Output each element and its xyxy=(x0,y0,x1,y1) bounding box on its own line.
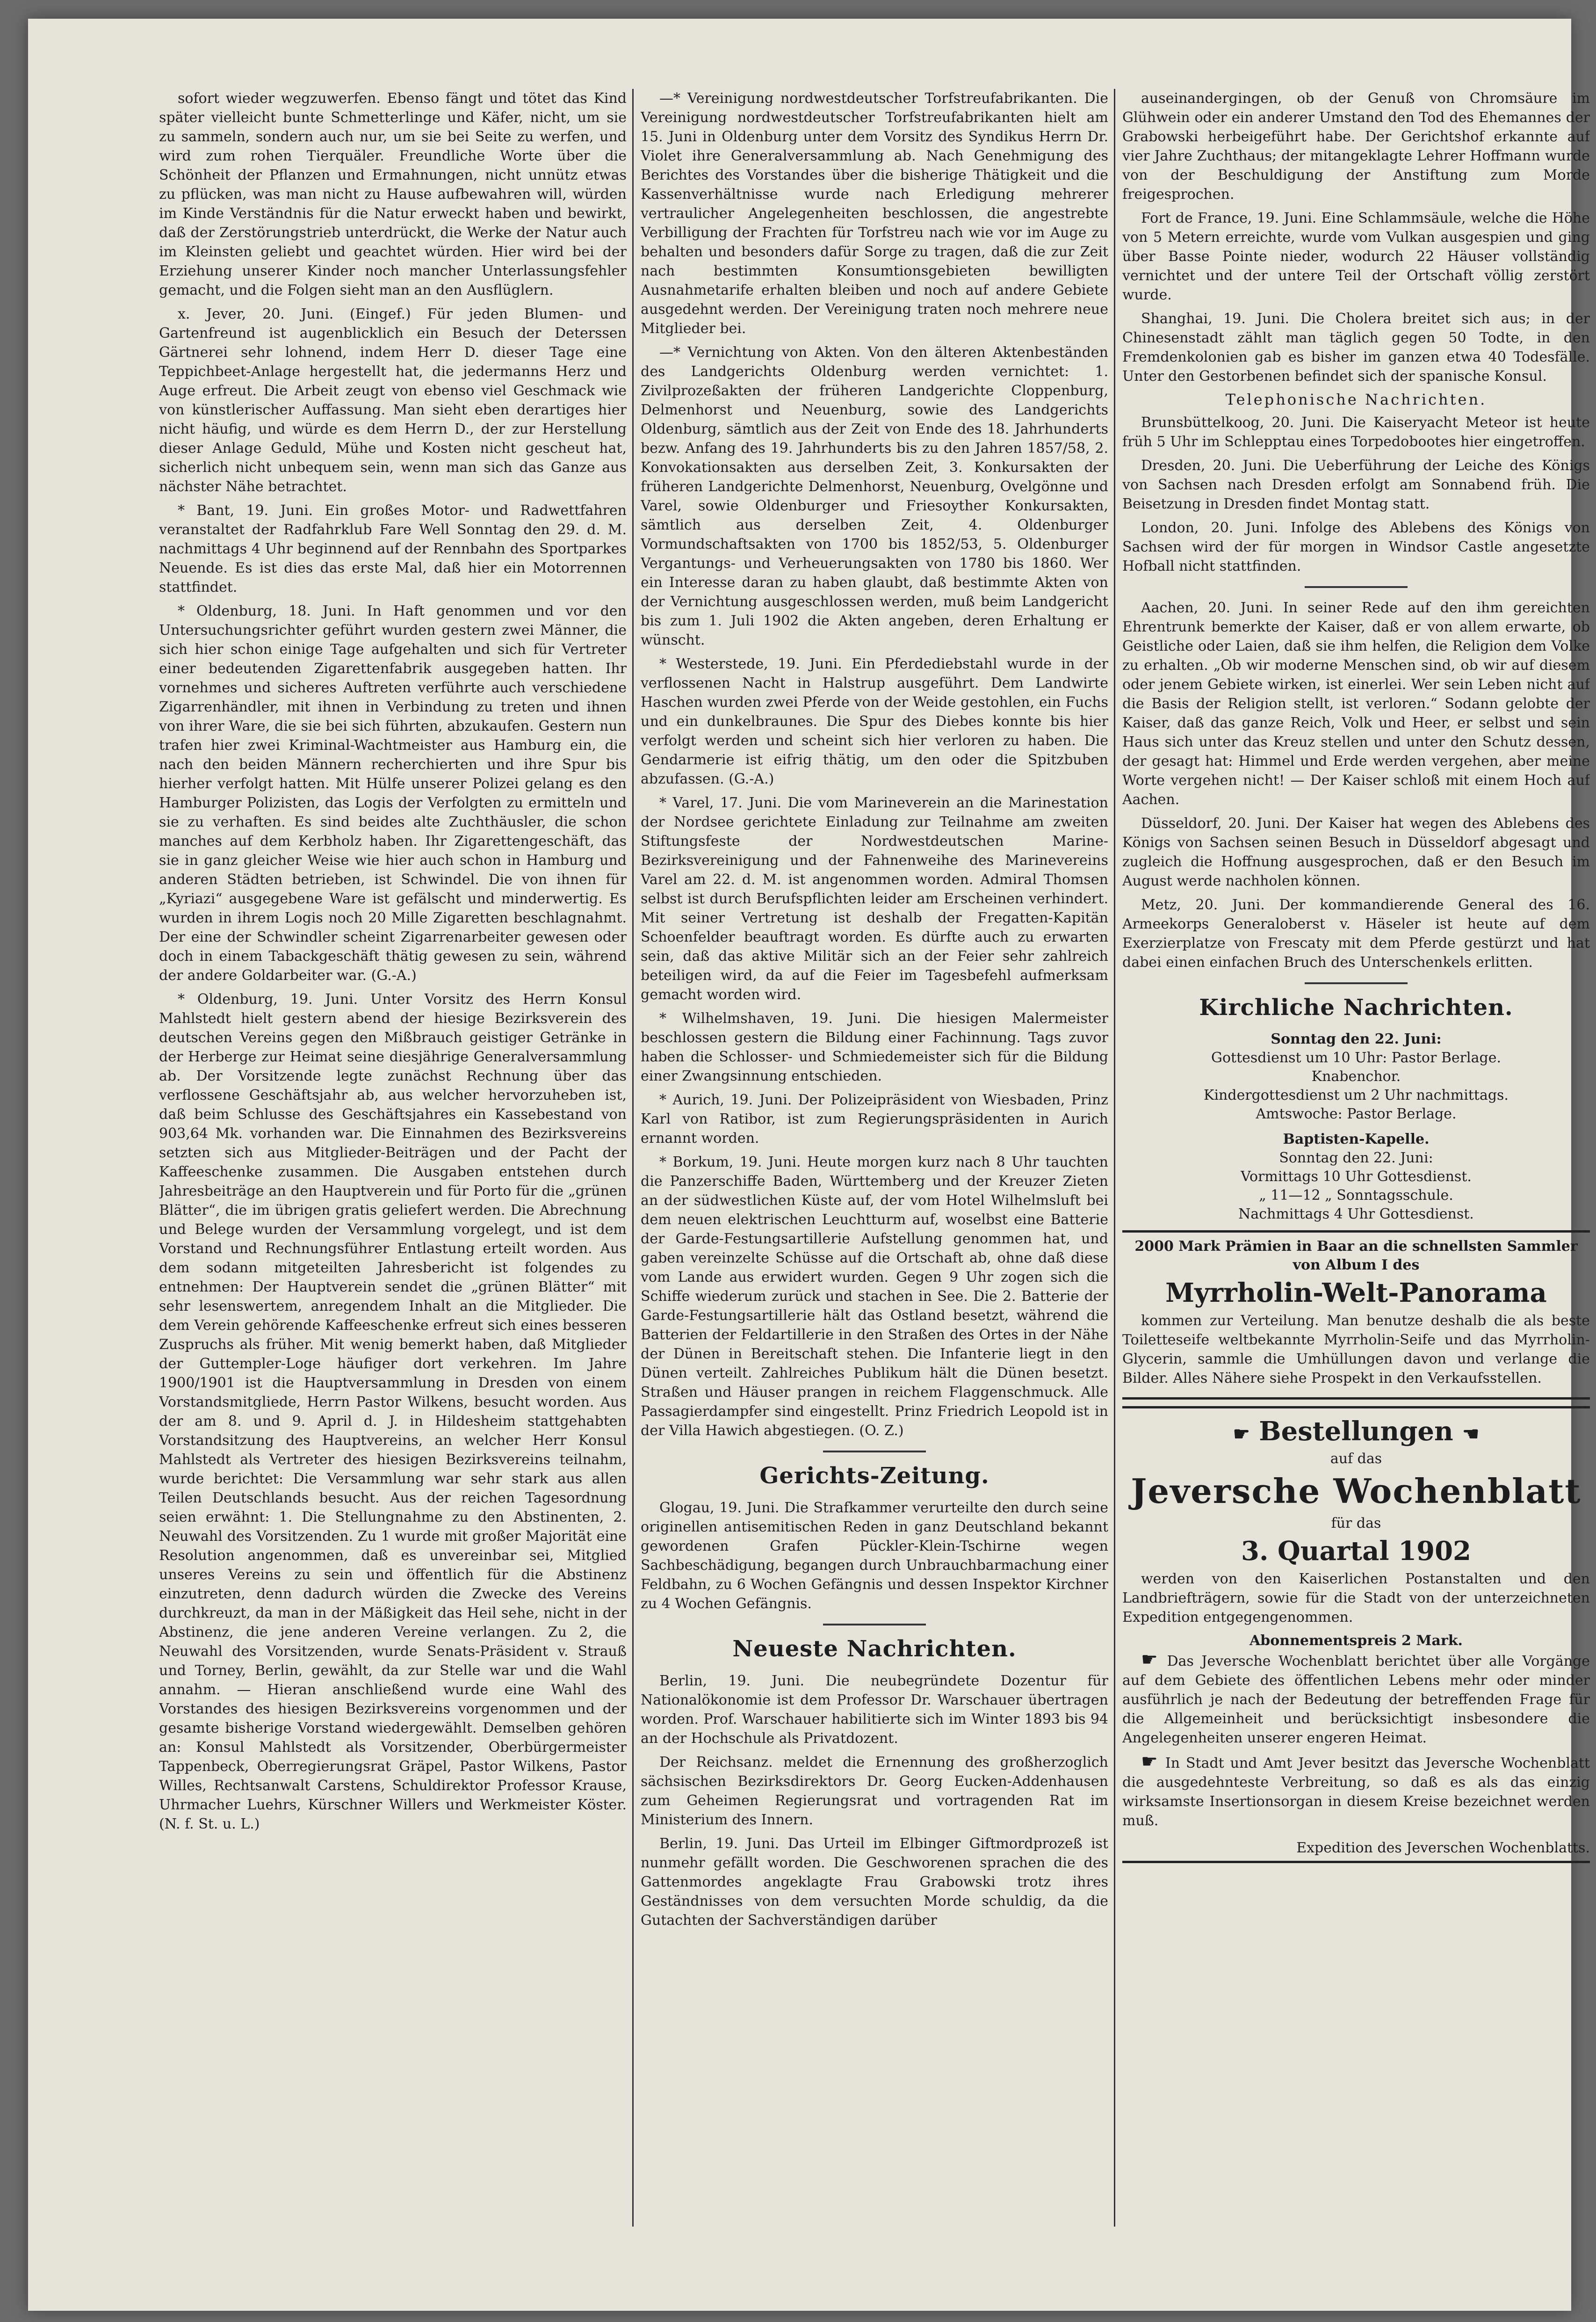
column-rule xyxy=(1114,89,1115,2227)
baptist-line: Nachmittags 4 Uhr Gottesdienst. xyxy=(1238,1206,1474,1222)
advert-body-text: Das Jeversche Wochenblatt berichtet über alle Vorgänge auf dem Gebiete des öffentlichen Lebens mehr oder minder ausführlich je nach der Bedeutung der betreffenden Frage für die Allgemeinheit und berücksichtigt insbesondere die Angelegenheiten unserer engeren Heimat. xyxy=(1122,1653,1590,1746)
article: * Westerstede, 19. Juni. Ein Pferdediebstahl wurde in der verflossenen Nacht in Halstrup ausgeführt. Dem Landwirte Haschen wurden zwei Pferde von der Weide gestohlen, ein Fuchs und ein dunkelbraunes. Die Spur des Diebes konnte bis hier verfolgt werden und scheint sich hier verloren zu haben. Die Gendarmerie ist eifrig thätig, um den oder die Spitzbuben abzufassen. (G.-A.) xyxy=(641,656,1108,787)
article: Düsseldorf, 20. Juni. Der Kaiser hat wegen des Ablebens des Königs von Sachsen seinen Besuch in Düsseldorf abgesagt und zugleich die Hoffnung ausgesprochen, daß er den Besuch im August werde nachholen können. xyxy=(1122,815,1590,889)
quarter-title: 3. Quartal 1902 xyxy=(1241,1536,1472,1567)
column-right xyxy=(1122,89,1590,2227)
pointing-hand-icon: ☛ xyxy=(1141,1649,1167,1670)
advert-line: für das xyxy=(1331,1515,1381,1531)
church-line: Amtswoche: Pastor Berlage. xyxy=(1256,1106,1457,1122)
article: Berlin, 19. Juni. Das Urteil im Elbinger Giftmordprozeß ist nunmehr gefällt worden. Die Geschworenen sprachen die des Gattenmordes angeklagte Frau Grabowski trotz ihres Geständnisses von dem versuchten Morde schuldig, da die Gutachten der Sachverständigen darüber xyxy=(641,1836,1108,1929)
pointing-hand-icon: ☛ xyxy=(1233,1423,1250,1445)
baptist-heading: Baptisten-Kapelle. xyxy=(1283,1131,1430,1147)
column-rule xyxy=(632,89,634,2227)
advert-heading xyxy=(1122,1416,1590,1447)
article: sofort wieder wegzuwerfen. Ebenso fängt und tötet das Kind später vielleicht bunte Schmetterlinge und Käfer, nicht, um sie zu sammeln, sondern auch nur, um sie bei Seite zu werfen, und wird zum rohen Tierquäler. Freundliche Worte über die Schönheit der Pflanzen und Ermahnungen, nicht unnütz etwas zu pflücken, was man nicht zu Hause aufbewahren will, würden im Kinde Verständnis für die Natur erweckt haben und bewirkt, daß der Zerstörungstrieb unterdrückt, die Werke der Natur auch im Kleinsten geliebt und geachtet würden. Hier wird bei der Erziehung unserer Kinder noch mancher Unterlassungsfehler gemacht, und die Folgen sieht man an den Ausflüglern. xyxy=(159,90,627,298)
section-heading-neueste: Neueste Nachrichten. xyxy=(732,1636,1017,1662)
article: Metz, 20. Juni. Der kommandierende General des 16. Armeekorps Generaloberst v. Häseler ist heute auf dem Exerzierplatze von Frescaty mit dem Pferde gestürzt und hat dabei einen einfachen Bruch des Unterschenkels erlitten. xyxy=(1122,897,1590,971)
masthead-title: Jeversche Wochenblatt xyxy=(1131,1471,1582,1511)
advert-signature: Expedition des Jeverschen Wochenblatts. xyxy=(1296,1840,1590,1856)
advert-line: auf das xyxy=(1330,1451,1382,1467)
article: * Borkum, 19. Juni. Heute morgen kurz nach 8 Uhr tauchten die Panzerschiffe Baden, Württemberg und der Kreuzer Zieten an der südwestlichen Küste auf, der vom Hotel Wilhelmsluft bei dem neuen elektrischen Leuchtturm auf, woselbst eine Batterie der Garde-Festungsartillerie Aufstellung genommen hat, und gaben vereinzelte Schüsse auf die Ortschaft ab, ohne daß diese vom Lande aus erwidert wurden. Gegen 9 Uhr zogen sich die Schiffe wiederum zurück und stachen in See. Die 2. Batterie der Garde-Festungsartillerie hält das Ostland besetzt, während die Batterien der Feldartillerie in den Straßen des Ortes in der Nähe der Dünen in Bereitschaft stehen. Die Infanterie liegt in den Dünen verteilt. Zahlreiches Publikum hält die Dünen besetzt. Straßen und Häuser prangen in reichem Flaggenschmuck. Alle Passagierdampfer sind eingestellt. Prinz Friedrich Leopold ist in der Villa Hawich abgestiegen. (O. Z.) xyxy=(641,1154,1108,1439)
column-middle xyxy=(641,89,1108,2227)
article: —* Vernichtung von Akten. Von den älteren Aktenbeständen des Landgerichts Oldenburg werden vernichtet: 1. Zivilprozeßakten der früheren Landgerichte Cloppenburg, Delmenhorst und Neuenburg, sowie des Landgerichts Oldenburg, sämtlich aus der Zeit von Ende des 18. Jahrhunderts bezw. Anfang des 19. Jahrhunderts bis zu den Jahren 1857/58, 2. Konvokationsakten aus derselben Zeit, 3. Konkursakten der früheren Landgerichte Delmenhorst, Neuenburg, Ovelgönne und Varel, sowie Oldenburger und Friesoyther Konkursakten, sämtlich aus derselben Zeit, 4. Oldenburger Vormundschaftsakten von 1700 bis 1852/53, 5. Oldenburger Vergantungs- und Verheuerungsakten von 1780 bis 1860. Wer ein Interesse daran zu haben glaubt, daß bestimmte Akten von der Vernichtung ausgeschlossen werden, muß beim Landgericht bis zum 1. Juli 1902 die Akten angeben, deren Erhaltung er wünscht. xyxy=(641,344,1108,648)
advert-myrrholin xyxy=(1122,1230,1590,1400)
advert-body: kommen zur Verteilung. Man benutze deshalb die als beste Toiletteseife weltbekannte Myrrholin-Seife und das Myrrholin-Glycerin, sammle die Umhüllungen davon und verlange die Bilder. Alles Nähere siehe Prospekt in den Verkaufsstellen. xyxy=(1122,1313,1590,1386)
section-heading-kirchlich: Kirchliche Nachrichten. xyxy=(1199,994,1513,1021)
article: Brunsbüttelkoog, 20. Juni. Die Kaiseryacht Meteor ist heute früh 5 Uhr im Schlepptau eines Torpedobootes hier eingetroffen. xyxy=(1122,414,1590,450)
baptist-line: Vormittags 10 Uhr Gottesdienst. xyxy=(1241,1168,1472,1185)
newspaper-page xyxy=(28,19,1590,2311)
advert-body xyxy=(1122,1752,1590,1830)
divider xyxy=(1305,982,1408,984)
divider xyxy=(823,1451,926,1452)
baptist-line: „ 11—12 „ Sonntagsschule. xyxy=(1259,1187,1453,1204)
pointing-hand-icon: ☚ xyxy=(1462,1423,1480,1445)
article: Berlin, 19. Juni. Die neubegründete Dozentur für Nationalökonomie ist dem Professor Dr. Warschauer übertragen worden. Prof. Warschauer habilitierte sich im Winter 1893 bis 94 an der Hochschule als Privatdozent. xyxy=(641,1673,1108,1747)
article: auseinandergingen, ob der Genuß von Chromsäure im Glühwein oder ein anderer Umstand den Tod des Ehemannes der Grabowski herbeigeführt habe. Der Gerichtshof erkannte auf vier Jahre Zuchthaus; der mitangeklagte Lehrer Hoffmann wurde von der Beschuldigung der Anstiftung zum Morde freigesprochen. xyxy=(1122,90,1590,203)
section-heading-telephon: Telephonische Nachrichten. xyxy=(1225,391,1487,408)
advert-body-text: In Stadt und Amt Jever besitzt das Jeversche Wochenblatt die ausgedehnteste Verbreitung, so daß es als das einzig wirksamste Insertionsorgan in diesem Kreise bezeichnet werden muß. xyxy=(1122,1755,1590,1829)
advert-heading-text: Bestellungen xyxy=(1259,1416,1453,1447)
pointing-hand-icon: ☛ xyxy=(1141,1751,1165,1772)
church-line: Gottesdienst um 10 Uhr: Pastor Berlage. xyxy=(1211,1050,1501,1066)
divider xyxy=(1305,586,1408,588)
church-line: Knabenchor. xyxy=(1311,1068,1401,1085)
section-heading-gerichts: Gerichts-Zeitung. xyxy=(759,1463,989,1489)
baptist-line: Sonntag den 22. Juni: xyxy=(1279,1150,1433,1166)
church-line: Sonntag den 22. Juni: xyxy=(1271,1031,1442,1047)
church-line: Kindergottesdienst um 2 Uhr nachmittags. xyxy=(1204,1087,1509,1103)
article: Dresden, 20. Juni. Die Ueberführung der Leiche des Königs von Sachsen nach Dresden erfolgt am Sonnabend früh. Die Beisetzung in Dresden findet Montag statt. xyxy=(1122,457,1590,512)
article: * Oldenburg, 18. Juni. In Haft genommen und vor den Untersuchungsrichter geführt wurden gestern zwei Männer, die sich hier schon einige Tage aufgehalten und sich für Vertreter einer bedeutenden Zigarettenfabrik ausgegeben hatten. Ihr vornehmes und sicheres Auftreten verführte auch verschiedene Zigarrenhändler, mit ihnen in Verbindung zu treten und ihnen von ihrer Ware, die sie bei sich führten, abzukaufen. Gestern nun trafen hier zwei Kriminal-Wachtmeister aus Hamburg ein, die nach den beiden Männern recherchierten und ihre Spur bis hierher verfolgt hatten. Mit Hülfe unserer Polizei gelang es den Hamburger Polizisten, das Logis der Verfolgten zu ermitteln und sie zu verhaften. Es sind beides alte Zuchthäusler, die schon manches auf dem Kerbholz haben. Ihr Zigarettengeschäft, das sie in ganz gleicher Weise wie hier auch schon in Hamburg und anderen Städten betrieben, ist Schwindel. Die von ihnen für „Kyriazi“ ausgegebene Ware ist gefälscht und minderwertig. Es wurden in ihrem Logis noch 20 Mille Zigaretten beschlagnahmt. Der eine der Schwindler scheint Zigarrenarbeiter gewesen oder doch in einem Tabackgeschäft thätig gewesen zu sein, während der andere Goldarbeiter war. (G.-A.) xyxy=(159,603,627,984)
article: Aachen, 20. Juni. In seiner Rede auf den ihm gereichten Ehrentrunk bemerkte der Kaiser, daß er von allem erwarte, ob Geistliche oder Laien, daß sie ihm helfen, die Religion dem Volke zu erhalten. „Ob wir moderne Menschen sind, ob wir auf diesem oder jenem Gebiete wirken, ist einerlei. Wer sein Leben nicht auf die Basis der Religion stellt, ist verloren.“ Sodann gelobte der Kaiser, daß das ganze Reich, Volk und Heer, er selbst und sein Haus sich unter das Kreuz stellen und unter den Schutz dessen, der gesagt hat: Himmel und Erde werden vergehen, aber meine Worte vergehen nicht! — Der Kaiser schloß mit einem Hoch auf Aachen. xyxy=(1122,600,1590,808)
advert-bestellungen xyxy=(1122,1406,1590,1863)
article: Shanghai, 19. Juni. Die Cholera breitet sich aus; in der Chinesenstadt zählt man täglich gegen 50 Todte, in den Fremdenkolonien gab es bisher im ganzen etwa 40 Todesfälle. Unter den Gestorbenen befindet sich der spanische Konsul. xyxy=(1122,311,1590,385)
article: x. Jever, 20. Juni. (Eingef.) Für jeden Blumen- und Gartenfreund ist augenblicklich ein Besuch der Deterssen Gärtnerei sehr lohnend, indem Herr D. dieser Tage eine Teppichbeet-Anlage hergestellt hat, die jedermanns Herz und Auge erfreut. Die Arbeit zeugt von ebenso viel Geschmack wie von künstlerischer Auffassung. Man sieht eben derartiges hier nicht häufig, und würde es dem Herrn D., der zur Herstellung dieser Anlage Geduld, Mühe und Kosten nicht gescheut hat, sicherlich nicht unbequem sein, wenn man sich das Ganze aus nächster Nähe betrachtet. xyxy=(159,306,627,495)
article: Der Reichsanz. meldet die Ernennung des großherzoglich sächsischen Bezirksdirektors Dr. Georg Eucken-Addenhausen zum Geheimen Regierungsrat und vortragenden Rat im Ministerium des Innern. xyxy=(641,1754,1108,1828)
article: * Oldenburg, 19. Juni. Unter Vorsitz des Herrn Konsul Mahlstedt hielt gestern abend der hiesige Bezirksverein des deutschen Vereins gegen den Mißbrauch geistiger Getränke in der Herberge zur Heimat seine diesjährige Generalversammlung ab. Der Vorsitzende legte zunächst Rechnung über das verflossene Geschäftsjahr ab, aus welcher hervorzuheben ist, daß beim Schlusse des Geschäftsjahres ein Kassebestand von 903,64 Mk. vorhanden war. Die Einnahmen des Bezirksvereins setzten sich aus Mitglieder-Beiträgen und der Pacht der Kaffeeschenke zusammen. Die Ausgaben entstehen durch Jahresbeiträge an den Hauptverein und für Porto für die „grünen Blätter“, die im übrigen gratis geliefert werden. Die Abrechnung und Belege wurden der Versammlung vorgelegt, und ist dem Vorstand und Rechnungsführer Entlastung erteilt worden. Aus dem sodann mitgeteilten Jahresbericht ist folgendes zu entnehmen: Der Hauptverein sendet die „grünen Blätter“ mit sehr lesenswertem, anregendem Inhalt an die Mitglieder. Die dem Verein gehörende Kaffeeschenke erfreut sich eines besseren Zuspruchs als früher. Mit wenig bemerkt haben, daß Mitglieder der Guttempler-Loge häufiger dort verkehren. Im Jahre 1900/1901 ist die Hauptversammlung in Dresden von einem Vorstandsmitgliede, Herrn Pastor Wilkens, besucht worden. Aus der am 8. und 9. April d. J. in Hildesheim stattgehabten Vorstandsitzung des Hauptvereins, an welcher Herr Konsul Mahlstedt als Vertreter des hiesigen Bezirksvereins teilnahm, wurde berichtet: Die Versammlung war sehr stark aus allen Teilen Deutschlands besucht. Aus der reichen Tagesordnung seien erwähnt: 1. Die Stellungnahme zu den Abstinenten, 2. Neuwahl des Vorsitzenden. Zu 1 wurde mit großer Majorität eine Resolution angenommen, daß es unvereinbar sei, Mitglied unseres Vereins zu sein und öffentlich für die Abstinenz einzutreten, denn dadurch würden die Zwecke des Vereins durchkreuzt, da man in der Mäßigkeit das Heil sehe, nicht in der Abstinenz, die jene anderen Vereine verlangen. Zu 2, die Neuwahl des Vorsitzenden, wurde Senats-Präsident v. Strauß und Torney, Berlin, gewählt, da zur Stelle war und die Wahl annahm. — Hieran anschließend wurde eine Wahl des Vorstandes des hiesigen Bezirksvereins vorgenommen und der gesamte bisherige Vorstand wiedergewählt. Demselben gehören an: Konsul Mahlstedt als Vorsitzender, Oberbürgermeister Tappenbeck, Oberregierungsrat Gräpel, Pastor Wilkens, Pastor Willes, Rechtsanwalt Carstens, Schuldirektor Professor Krause, Uhrmacher Luehrs, Kürschner Willers und Werkmeister Köster. (N. f. St. u. L.) xyxy=(159,991,627,1832)
divider xyxy=(823,1624,926,1625)
subscription-price: Abonnementspreis 2 Mark. xyxy=(1249,1633,1463,1649)
article: Glogau, 19. Juni. Die Strafkammer verurteilte den durch seine originellen antisemitischen Reden in ganz Deutschland bekannt gewordenen Grafen Pückler-Klein-Tschirne wegen Sachbeschädigung, begangen durch Unbrauchbarmachung einer Feldbahn, zu 6 Wochen Gefängnis und dessen Inspektor Kirchner zu 4 Wochen Gefängnis. xyxy=(641,1500,1108,1612)
advert-title: Myrrholin-Welt-Panorama xyxy=(1165,1277,1547,1308)
advert-body: werden von den Kaiserlichen Postanstalten und den Landbriefträgern, sowie für die Stadt von der unterzeichneten Expedition entgegengenommen. xyxy=(1122,1571,1590,1625)
article: * Aurich, 19. Juni. Der Polizeipräsident von Wiesbaden, Prinz Karl von Ratibor, ist zum Regierungspräsidenten in Aurich ernannt worden. xyxy=(641,1092,1108,1146)
advert-top: 2000 Mark Prämien in Baar an die schnellsten Sammler von Album I des xyxy=(1134,1238,1578,1273)
advert-body xyxy=(1122,1650,1590,1748)
column-left xyxy=(159,89,627,2227)
article: * Bant, 19. Juni. Ein großes Motor- und Radwettfahren veranstaltet der Radfahrklub Fare Well Sonntag den 29. d. M. nachmittags 4 Uhr beginnend auf der Rennbahn des Sportparkes Neuende. Es ist dies das erste Mal, daß hier ein Motorrennen stattfindet. xyxy=(159,502,627,595)
article: —* Vereinigung nordwestdeutscher Torfstreufabrikanten. Die Vereinigung nordwestdeutscher Torfstreufabrikanten hielt am 15. Juni in Oldenburg unter dem Vorsitz des Syndikus Herrn Dr. Violet ihre Generalversammlung ab. Nach Genehmigung des Berichtes des Vorstandes über die bisherige Thätigkeit und die Kassenverhältnisse wurde nach Erledigung mehrerer vertraulicher Angelegenheiten beschlossen, die angestrebte Verbilligung der Frachten für Torfstreu nach wie vor im Auge zu behalten und besonders dafür Sorge zu tragen, daß die zur Zeit nach bestimmten Konsumtionsgebieten bewilligten Ausnahmetarife erhalten bleiben und noch auf andere Gebiete ausgedehnt werden. Der Vereinigung traten noch mehrere neue Mitglieder bei. xyxy=(641,90,1108,337)
article: * Varel, 17. Juni. Die vom Marineverein an die Marinestation der Nordsee gerichtete Einladung zur Teilnahme am zweiten Stiftungsfeste der Nordwestdeutschen Marine-Bezirksvereinigung und der Fahnenweihe des Marinevereins Varel am 22. d. M. ist angenommen worden. Admiral Thomsen selbst ist durch Berufspflichten leider am Erscheinen verhindert. Mit seiner Vertretung ist deshalb der Fregatten-Kapitän Schoenfelder beauftragt worden. Es dürfte auch zu erwarten sein, daß das aktive Militär sich an der Feier sehr zahlreich beteiligen wird, da auf die Feier im Tagesbefehl aufmerksam gemacht worden wird. xyxy=(641,795,1108,1003)
article: Fort de France, 19. Juni. Eine Schlammsäule, welche die Höhe von 5 Metern erreichte, wurde vom Vulkan ausgespien und ging über Basse Pointe nieder, wodurch 22 Häuser vollständig vernichtet und der untere Teil der Ortschaft völlig zerstört wurde. xyxy=(1122,210,1590,303)
article: * Wilhelmshaven, 19. Juni. Die hiesigen Malermeister beschlossen gestern die Bildung einer Fachinnung. Tags zuvor haben die Schlosser- und Schmiedemeister sich für die Bildung einer Zwangsinnung entschieden. xyxy=(641,1010,1108,1084)
article: London, 20. Juni. Infolge des Ablebens des Königs von Sachsen wird der für morgen in Windsor Castle angesetzte Hofball nicht stattfinden. xyxy=(1122,520,1590,574)
